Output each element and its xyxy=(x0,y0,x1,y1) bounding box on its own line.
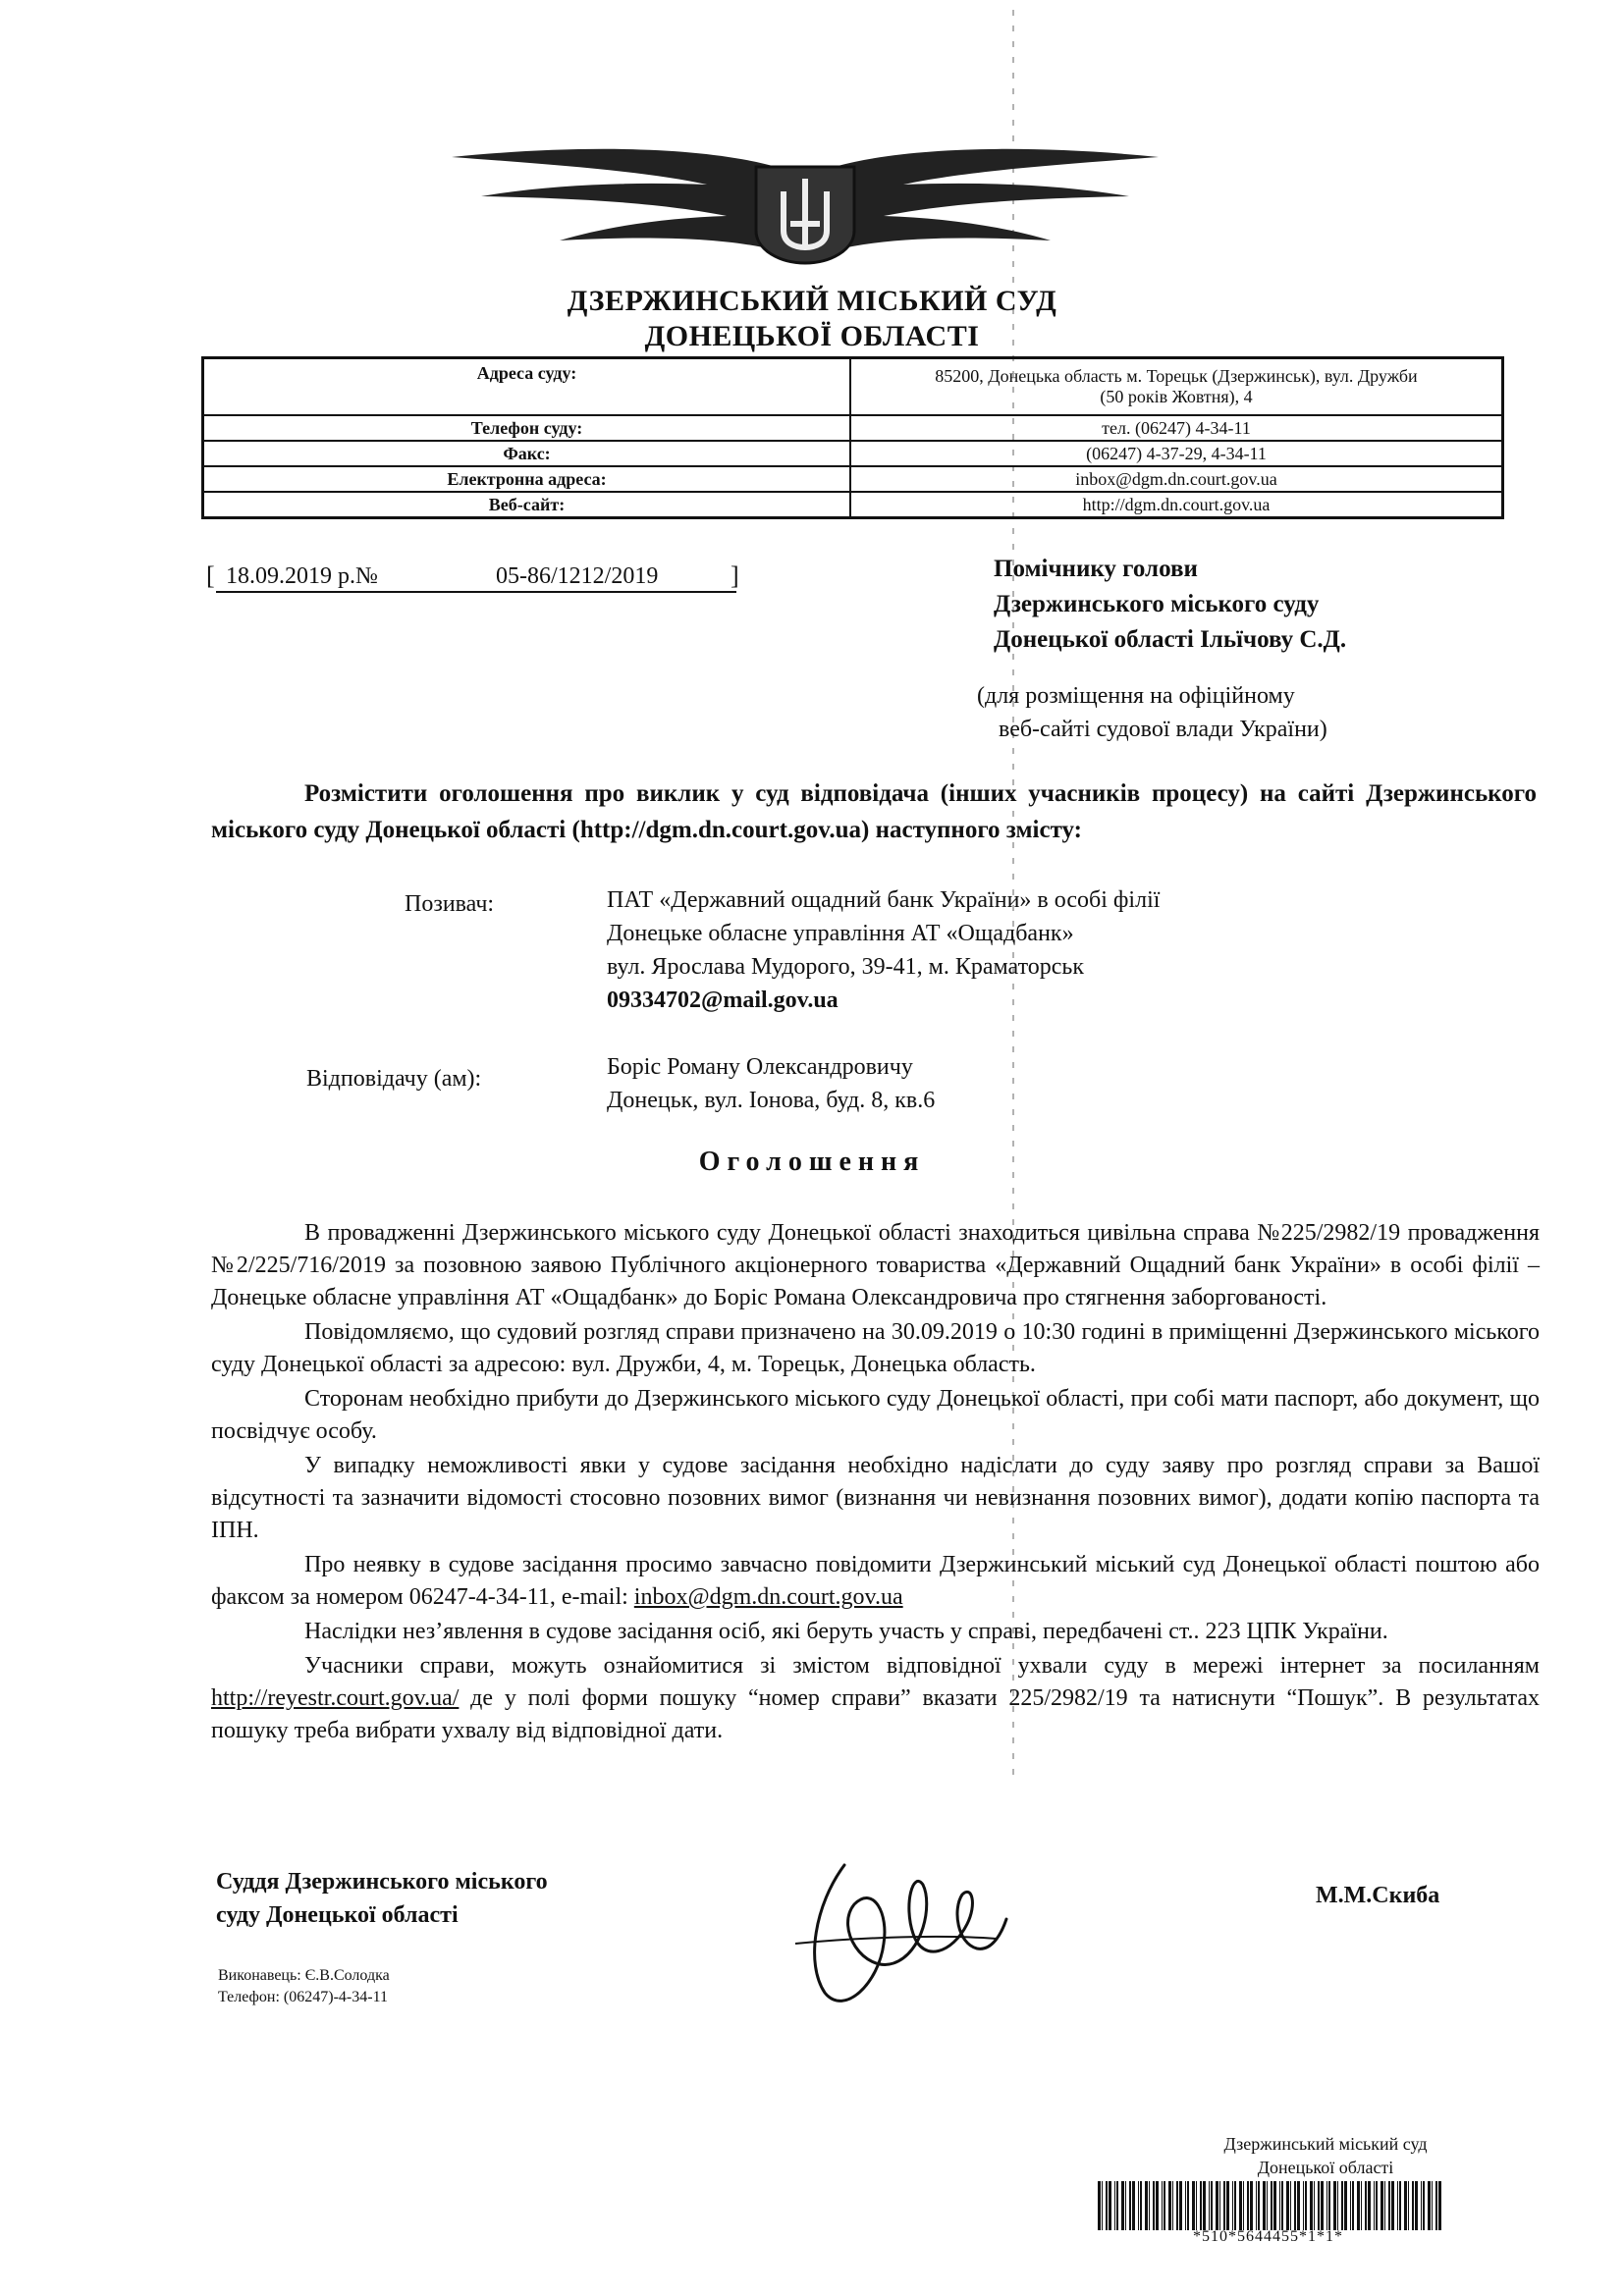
address-value xyxy=(850,358,1503,416)
registry-link[interactable]: http://reyestr.court.gov.ua/ xyxy=(211,1685,460,1711)
body-p7-text-b: де у полі форми пошуку “номер справи” вказати 225/2982/19 та натиснути “Пошук”. В результатах пошуку треба вибрати ухвалу від відповідної дати. xyxy=(211,1685,1540,1743)
judge-title-line1: Суддя Дзержинського міського xyxy=(216,1869,548,1895)
body-paragraph-7 xyxy=(211,1650,1540,1747)
phone-value: тел. (06247) 4-34-11 xyxy=(850,415,1503,441)
court-email-link[interactable]: inbox@dgm.dn.court.gov.ua xyxy=(633,1584,903,1610)
executor-phone: Телефон: (06247)-4-34-11 xyxy=(218,1989,388,2005)
body-paragraph-4: У випадку неможливості явки у судове засідання необхідно надіслати до суду заяву про розгляд справи за Вашої відсутності та зазначити відомості стосовно позовних вимог (визнання чи невизнання позовних вимог), додати копію паспорта та ІПН. xyxy=(211,1453,1540,1543)
defendant-line1: Боріс Роману Олександровичу xyxy=(607,1054,913,1080)
reference-open-bracket: [ xyxy=(206,561,215,590)
fax-value: (06247) 4-37-29, 4-34-11 xyxy=(850,441,1503,466)
judge-title-block xyxy=(216,1865,548,1932)
court-info-table xyxy=(201,356,1504,519)
defendant-details xyxy=(607,1050,935,1117)
plaintiff-details xyxy=(607,883,1160,1017)
court-name-line2: ДОНЕЦЬКОЇ ОБЛАСТІ xyxy=(644,320,980,352)
body-paragraph-5 xyxy=(211,1549,1540,1614)
addressee-line2: Дзержинського міського суду xyxy=(994,591,1320,617)
addressee-block xyxy=(994,552,1346,658)
addressee-line3: Донецької області Ільїчову С.Д. xyxy=(994,626,1347,653)
defendant-label: Відповідачу (ам): xyxy=(306,1066,482,1092)
defendant-block xyxy=(0,1050,1624,1129)
body-paragraph-2: Повідомляємо, що судовий розгляд справи призначено на 30.09.2019 о 10:30 годині в приміщенні Дзержинського міського суду Донецької області за адресою: вул. Дружби, 4, м. Торецьк, Донецька область. xyxy=(211,1319,1540,1377)
stamp-line2: Донецької області xyxy=(1257,2158,1394,2177)
plaintiff-email: 09334702@mail.gov.ua xyxy=(607,988,839,1013)
reference-number: 05-86/1212/2019 xyxy=(496,563,659,589)
instruction-text: Розмістити оголошення про виклик у суд відповідача (інших учасників процесу) на сайті Дзержинського міського суду Донецької області (http://dgm.dn.court.gov.ua) наступного змісту: xyxy=(211,780,1537,843)
website-row xyxy=(203,492,1503,518)
fax-label: Факс: xyxy=(203,441,851,466)
plaintiff-line1: ПАТ «Державний ощадний банк України» в особі філії xyxy=(607,887,1161,913)
court-emblem-icon xyxy=(442,137,1168,265)
body-p5-text: Про неявку в судове засідання просимо завчасно повідомити Дзержинський міський суд Донецької області поштою або факсом за номером 06247-4-34-11, e-mail: xyxy=(211,1552,1540,1610)
court-stamp xyxy=(1198,2132,1453,2179)
plaintiff-label: Позивач: xyxy=(405,891,495,917)
body-paragraph-3: Сторонам необхідно прибути до Дзержинського міського суду Донецької області, при собі мати паспорт, або документ, що посвідчує особу. xyxy=(211,1386,1540,1444)
email-row xyxy=(203,466,1503,492)
address-label: Адреса суду: xyxy=(203,358,851,416)
email-value: inbox@dgm.dn.court.gov.ua xyxy=(850,466,1503,492)
placement-note xyxy=(977,679,1327,746)
announcement-title: Оголошення xyxy=(698,1147,926,1177)
plaintiff-block xyxy=(0,883,1624,1021)
plaintiff-line3: вул. Ярослава Мудорого, 39-41, м. Краматорськ xyxy=(607,954,1084,980)
reference-underline xyxy=(216,591,736,593)
barcode-number: *510*5644455*1*1* xyxy=(1193,2228,1343,2245)
address-line1: 85200, Донецька область м. Торецьк (Дзержинськ), вул. Дружби xyxy=(935,366,1418,386)
phone-row xyxy=(203,415,1503,441)
court-name-line1: ДЗЕРЖИНСЬКИЙ МІСЬКИЙ СУД xyxy=(567,285,1057,317)
fax-row xyxy=(203,441,1503,466)
executor-line: Виконавець: Є.В.Солодка xyxy=(218,1967,390,1984)
address-row xyxy=(203,358,1503,416)
judge-title-line2: суду Донецької області xyxy=(216,1902,459,1928)
body-paragraph-6: Наслідки нез’явлення в судове засідання осіб, які беруть участь у справі, передбачені ст.. 223 ЦПК України. xyxy=(304,1619,1388,1644)
judge-name: М.М.Скиба xyxy=(1316,1883,1440,1908)
executor-block xyxy=(218,1965,390,2008)
reference-close-bracket: ] xyxy=(731,561,739,590)
placement-line2: веб-сайті судової влади України) xyxy=(999,717,1327,742)
barcode-icon xyxy=(1098,2181,1441,2230)
phone-label: Телефон суду: xyxy=(203,415,851,441)
instruction-paragraph xyxy=(211,775,1537,848)
email-label: Електронна адреса: xyxy=(203,466,851,492)
body-p7-text-a: Учасники справи, можуть ознайомитися зі змістом відповідної ухвали суду в мережі інтернет за посиланням xyxy=(304,1653,1540,1679)
placement-line1: (для розміщення на офіційному xyxy=(977,683,1295,709)
stamp-line1: Дзержинський міський суд xyxy=(1223,2134,1428,2154)
reference-date: 18.09.2019 р.№ xyxy=(226,563,378,589)
website-label: Веб-сайт: xyxy=(203,492,851,518)
address-line2: (50 років Жовтня), 4 xyxy=(1100,387,1253,406)
handwritten-signature-icon xyxy=(785,1845,1011,2022)
body-paragraph-1: В провадженні Дзержинського міського суду Донецької області знаходиться цивільна справа №225/2982/19 провадження №2/225/716/2019 за позовною заявою Публічного акціонерного товариства «Державний Ощадний банк України» в особі філії – Донецьке обласне управління АТ «Ощадбанк» до Боріс Романа Олександровича про стягнення заборгованості. xyxy=(211,1220,1540,1310)
addressee-line1: Помічнику голови xyxy=(994,556,1198,582)
plaintiff-line2: Донецьке обласне управління АТ «Ощадбанк» xyxy=(607,921,1074,946)
defendant-line2: Донецьк, вул. Іонова, буд. 8, кв.6 xyxy=(607,1088,936,1113)
website-value: http://dgm.dn.court.gov.ua xyxy=(850,492,1503,518)
announcement-body xyxy=(211,1217,1540,1749)
